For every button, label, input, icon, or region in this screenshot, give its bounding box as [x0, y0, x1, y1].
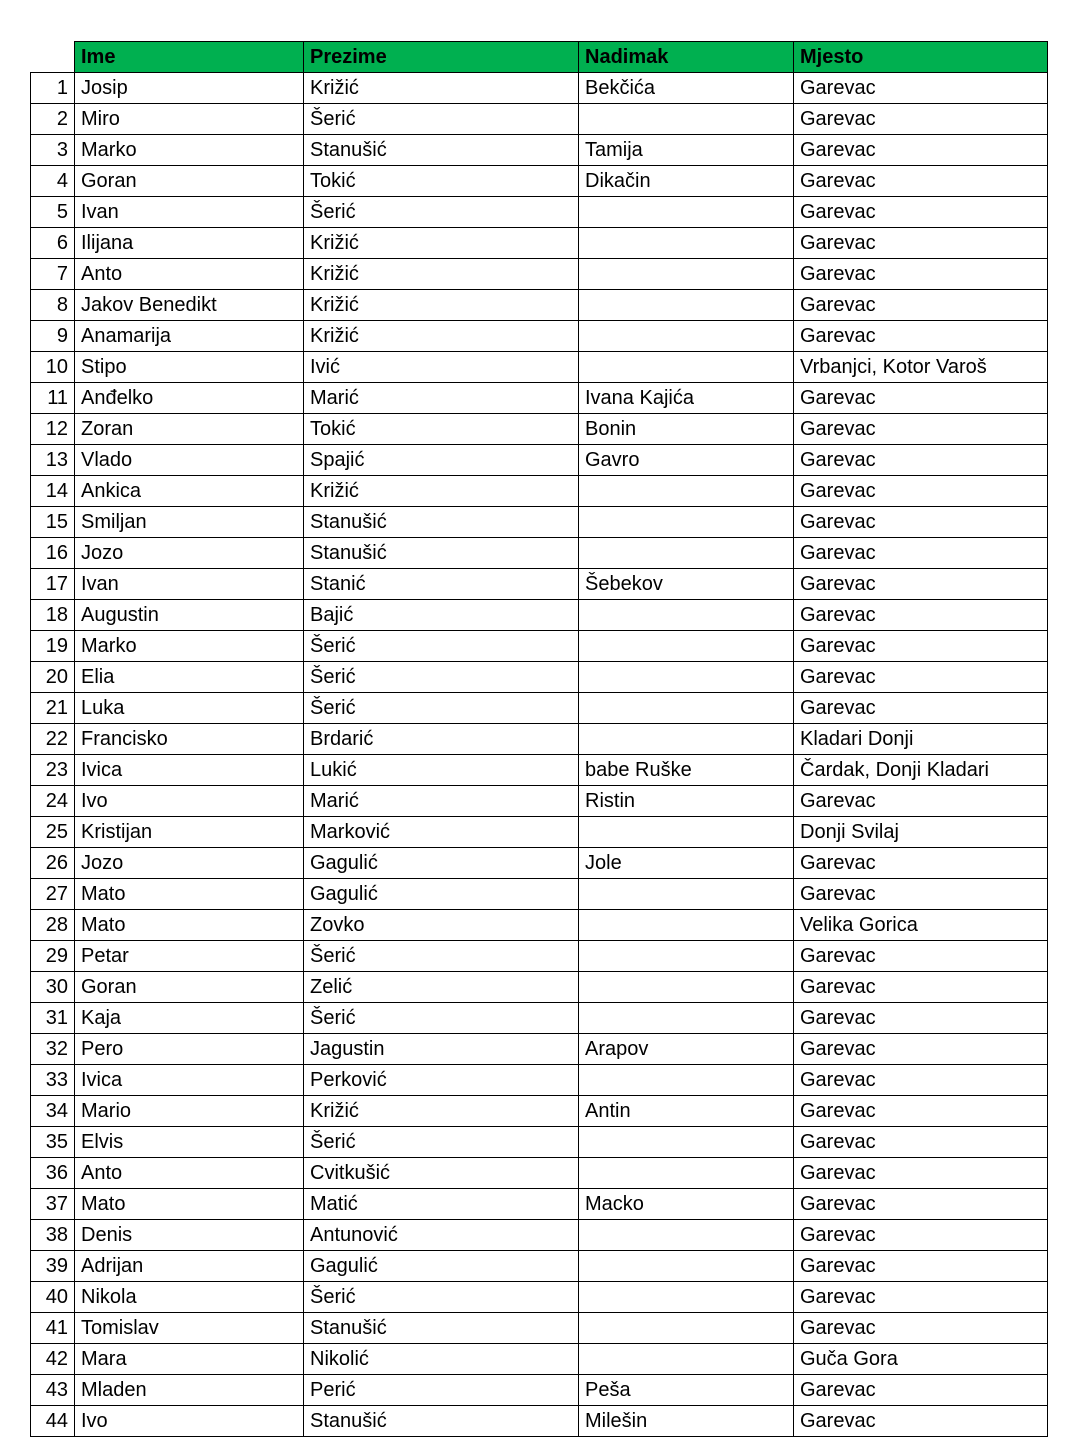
row-number: 39 [31, 1251, 75, 1282]
cell-ime: Ivan [75, 569, 304, 600]
row-number: 7 [31, 259, 75, 290]
cell-mjesto: Garevac [794, 1282, 1048, 1313]
cell-nadimak [579, 972, 794, 1003]
cell-nadimak: Bekčića [579, 73, 794, 104]
cell-nadimak [579, 1220, 794, 1251]
table-row [31, 1282, 1048, 1313]
cell-ime: Nikola [75, 1282, 304, 1313]
cell-mjesto: Donji Svilaj [794, 817, 1048, 848]
cell-mjesto: Garevac [794, 73, 1048, 104]
row-number: 1 [31, 73, 75, 104]
row-number: 40 [31, 1282, 75, 1313]
cell-ime: Marko [75, 631, 304, 662]
cell-nadimak [579, 600, 794, 631]
table-row [31, 1220, 1048, 1251]
cell-mjesto: Garevac [794, 197, 1048, 228]
table-row [31, 383, 1048, 414]
cell-prezime: Tokić [304, 414, 579, 445]
cell-nadimak: Tamija [579, 135, 794, 166]
table-row [31, 569, 1048, 600]
cell-mjesto: Garevac [794, 1034, 1048, 1065]
cell-prezime: Marić [304, 786, 579, 817]
row-number: 21 [31, 693, 75, 724]
cell-nadimak [579, 259, 794, 290]
cell-mjesto: Garevac [794, 259, 1048, 290]
cell-prezime: Stanušić [304, 1406, 579, 1437]
cell-mjesto: Garevac [794, 1065, 1048, 1096]
cell-ime: Ankica [75, 476, 304, 507]
row-number: 25 [31, 817, 75, 848]
cell-prezime: Cvitkušić [304, 1158, 579, 1189]
cell-ime: Jozo [75, 538, 304, 569]
row-number-header [31, 42, 75, 73]
table-row [31, 166, 1048, 197]
cell-nadimak [579, 941, 794, 972]
cell-nadimak [579, 476, 794, 507]
row-number: 23 [31, 755, 75, 786]
cell-prezime: Bajić [304, 600, 579, 631]
cell-nadimak [579, 352, 794, 383]
cell-ime: Mato [75, 910, 304, 941]
column-header-ime: Ime [75, 42, 304, 73]
cell-mjesto: Garevac [794, 1313, 1048, 1344]
row-number: 34 [31, 1096, 75, 1127]
row-number: 20 [31, 662, 75, 693]
cell-prezime: Spajić [304, 445, 579, 476]
row-number: 22 [31, 724, 75, 755]
cell-prezime: Zelić [304, 972, 579, 1003]
table-row [31, 197, 1048, 228]
cell-nadimak: Antin [579, 1096, 794, 1127]
row-number: 44 [31, 1406, 75, 1437]
table-row [31, 1406, 1048, 1437]
cell-ime: Kaja [75, 1003, 304, 1034]
cell-prezime: Ivić [304, 352, 579, 383]
row-number: 29 [31, 941, 75, 972]
cell-mjesto: Garevac [794, 476, 1048, 507]
row-number: 32 [31, 1034, 75, 1065]
cell-ime: Anto [75, 1158, 304, 1189]
cell-nadimak: Peša [579, 1375, 794, 1406]
cell-mjesto: Garevac [794, 383, 1048, 414]
cell-ime: Josip [75, 73, 304, 104]
row-number: 41 [31, 1313, 75, 1344]
cell-prezime: Križić [304, 73, 579, 104]
table-row [31, 1003, 1048, 1034]
row-number: 33 [31, 1065, 75, 1096]
table-row [31, 352, 1048, 383]
cell-nadimak [579, 538, 794, 569]
cell-nadimak [579, 104, 794, 135]
row-number: 17 [31, 569, 75, 600]
row-number: 13 [31, 445, 75, 476]
cell-nadimak: Šebekov [579, 569, 794, 600]
table-row [31, 1251, 1048, 1282]
names-table [30, 41, 1048, 1437]
cell-prezime: Križić [304, 290, 579, 321]
cell-ime: Tomislav [75, 1313, 304, 1344]
cell-nadimak: Arapov [579, 1034, 794, 1065]
table-row [31, 73, 1048, 104]
table-row [31, 1127, 1048, 1158]
cell-ime: Mladen [75, 1375, 304, 1406]
cell-ime: Elvis [75, 1127, 304, 1158]
cell-ime: Ivan [75, 197, 304, 228]
row-number: 11 [31, 383, 75, 414]
cell-ime: Kristijan [75, 817, 304, 848]
cell-nadimak [579, 228, 794, 259]
row-number: 31 [31, 1003, 75, 1034]
table-row [31, 1375, 1048, 1406]
cell-ime: Marko [75, 135, 304, 166]
cell-ime: Petar [75, 941, 304, 972]
cell-prezime: Stanić [304, 569, 579, 600]
cell-prezime: Stanušić [304, 507, 579, 538]
table-row [31, 507, 1048, 538]
cell-prezime: Križić [304, 476, 579, 507]
row-number: 3 [31, 135, 75, 166]
cell-prezime: Marić [304, 383, 579, 414]
table-body [31, 73, 1048, 1437]
cell-mjesto: Garevac [794, 228, 1048, 259]
cell-ime: Anđelko [75, 383, 304, 414]
cell-prezime: Perić [304, 1375, 579, 1406]
cell-mjesto: Garevac [794, 507, 1048, 538]
cell-prezime: Šerić [304, 104, 579, 135]
cell-prezime: Šerić [304, 1282, 579, 1313]
row-number: 6 [31, 228, 75, 259]
cell-mjesto: Garevac [794, 135, 1048, 166]
table-row [31, 104, 1048, 135]
table-row [31, 600, 1048, 631]
cell-ime: Elia [75, 662, 304, 693]
cell-ime: Ilijana [75, 228, 304, 259]
cell-prezime: Stanušić [304, 538, 579, 569]
cell-nadimak [579, 1158, 794, 1189]
table-row [31, 972, 1048, 1003]
cell-ime: Mato [75, 879, 304, 910]
table-row [31, 1158, 1048, 1189]
table-row [31, 724, 1048, 755]
cell-nadimak [579, 631, 794, 662]
header-row [31, 42, 1048, 73]
table-row [31, 259, 1048, 290]
cell-mjesto: Garevac [794, 321, 1048, 352]
row-number: 12 [31, 414, 75, 445]
table-row [31, 228, 1048, 259]
cell-nadimak [579, 1344, 794, 1375]
cell-prezime: Šerić [304, 662, 579, 693]
table-row [31, 1096, 1048, 1127]
cell-nadimak: Bonin [579, 414, 794, 445]
cell-nadimak: babe Ruške [579, 755, 794, 786]
cell-ime: Luka [75, 693, 304, 724]
row-number: 42 [31, 1344, 75, 1375]
row-number: 37 [31, 1189, 75, 1220]
table-row [31, 414, 1048, 445]
cell-mjesto: Garevac [794, 1189, 1048, 1220]
cell-nadimak: Macko [579, 1189, 794, 1220]
cell-ime: Mario [75, 1096, 304, 1127]
row-number: 9 [31, 321, 75, 352]
table-row [31, 631, 1048, 662]
table-row [31, 1313, 1048, 1344]
cell-nadimak [579, 1313, 794, 1344]
row-number: 38 [31, 1220, 75, 1251]
cell-mjesto: Kladari Donji [794, 724, 1048, 755]
cell-prezime: Križić [304, 259, 579, 290]
cell-prezime: Šerić [304, 693, 579, 724]
table-row [31, 817, 1048, 848]
cell-mjesto: Garevac [794, 569, 1048, 600]
cell-nadimak: Jole [579, 848, 794, 879]
cell-mjesto: Garevac [794, 1375, 1048, 1406]
cell-prezime: Matić [304, 1189, 579, 1220]
table-header [31, 42, 1048, 73]
cell-mjesto: Garevac [794, 1003, 1048, 1034]
cell-nadimak: Milešin [579, 1406, 794, 1437]
table-row [31, 910, 1048, 941]
cell-mjesto: Garevac [794, 693, 1048, 724]
table-row [31, 693, 1048, 724]
cell-ime: Goran [75, 166, 304, 197]
row-number: 30 [31, 972, 75, 1003]
cell-prezime: Gagulić [304, 879, 579, 910]
cell-nadimak [579, 507, 794, 538]
table-row [31, 848, 1048, 879]
table-row [31, 538, 1048, 569]
table-row [31, 662, 1048, 693]
cell-prezime: Brdarić [304, 724, 579, 755]
cell-prezime: Stanušić [304, 135, 579, 166]
cell-nadimak [579, 1127, 794, 1158]
cell-ime: Anamarija [75, 321, 304, 352]
cell-mjesto: Garevac [794, 879, 1048, 910]
table-row [31, 755, 1048, 786]
cell-nadimak [579, 817, 794, 848]
row-number: 36 [31, 1158, 75, 1189]
cell-mjesto: Garevac [794, 414, 1048, 445]
table-row [31, 1034, 1048, 1065]
cell-mjesto: Garevac [794, 1251, 1048, 1282]
cell-prezime: Gagulić [304, 1251, 579, 1282]
cell-mjesto: Garevac [794, 631, 1048, 662]
cell-ime: Anto [75, 259, 304, 290]
cell-ime: Ivo [75, 1406, 304, 1437]
cell-ime: Mato [75, 1189, 304, 1220]
cell-prezime: Šerić [304, 1127, 579, 1158]
cell-mjesto: Garevac [794, 1220, 1048, 1251]
cell-mjesto: Garevac [794, 290, 1048, 321]
cell-ime: Mara [75, 1344, 304, 1375]
cell-ime: Vlado [75, 445, 304, 476]
table-row [31, 135, 1048, 166]
cell-prezime: Stanušić [304, 1313, 579, 1344]
table-row [31, 290, 1048, 321]
cell-prezime: Nikolić [304, 1344, 579, 1375]
row-number: 26 [31, 848, 75, 879]
column-header-nadimak: Nadimak [579, 42, 794, 73]
cell-mjesto: Garevac [794, 662, 1048, 693]
row-number: 35 [31, 1127, 75, 1158]
cell-mjesto: Garevac [794, 972, 1048, 1003]
cell-mjesto: Velika Gorica [794, 910, 1048, 941]
cell-ime: Ivica [75, 755, 304, 786]
cell-mjesto: Garevac [794, 941, 1048, 972]
cell-prezime: Križić [304, 321, 579, 352]
cell-prezime: Šerić [304, 1003, 579, 1034]
cell-mjesto: Čardak, Donji Kladari [794, 755, 1048, 786]
cell-prezime: Tokić [304, 166, 579, 197]
cell-nadimak [579, 321, 794, 352]
row-number: 16 [31, 538, 75, 569]
row-number: 24 [31, 786, 75, 817]
cell-ime: Pero [75, 1034, 304, 1065]
row-number: 43 [31, 1375, 75, 1406]
column-header-prezime: Prezime [304, 42, 579, 73]
row-number: 2 [31, 104, 75, 135]
cell-nadimak: Ristin [579, 786, 794, 817]
cell-nadimak [579, 662, 794, 693]
column-header-mjesto: Mjesto [794, 42, 1048, 73]
cell-mjesto: Garevac [794, 166, 1048, 197]
table-row [31, 1344, 1048, 1375]
cell-ime: Stipo [75, 352, 304, 383]
row-number: 4 [31, 166, 75, 197]
cell-prezime: Antunović [304, 1220, 579, 1251]
row-number: 18 [31, 600, 75, 631]
cell-mjesto: Garevac [794, 1158, 1048, 1189]
cell-nadimak [579, 724, 794, 755]
table-row [31, 476, 1048, 507]
cell-mjesto: Vrbanjci, Kotor Varoš [794, 352, 1048, 383]
cell-mjesto: Garevac [794, 786, 1048, 817]
table-row [31, 445, 1048, 476]
cell-prezime: Šerić [304, 197, 579, 228]
row-number: 27 [31, 879, 75, 910]
cell-nadimak [579, 693, 794, 724]
cell-nadimak: Ivana Kajića [579, 383, 794, 414]
cell-ime: Goran [75, 972, 304, 1003]
cell-ime: Jozo [75, 848, 304, 879]
cell-mjesto: Garevac [794, 600, 1048, 631]
row-number: 28 [31, 910, 75, 941]
row-number: 19 [31, 631, 75, 662]
cell-nadimak [579, 1003, 794, 1034]
row-number: 15 [31, 507, 75, 538]
cell-mjesto: Garevac [794, 1096, 1048, 1127]
cell-ime: Ivo [75, 786, 304, 817]
table-row [31, 321, 1048, 352]
cell-prezime: Lukić [304, 755, 579, 786]
cell-mjesto: Guča Gora [794, 1344, 1048, 1375]
cell-nadimak [579, 910, 794, 941]
cell-ime: Jakov Benedikt [75, 290, 304, 321]
row-number: 5 [31, 197, 75, 228]
cell-ime: Zoran [75, 414, 304, 445]
cell-prezime: Perković [304, 1065, 579, 1096]
cell-nadimak: Gavro [579, 445, 794, 476]
table-row [31, 1189, 1048, 1220]
row-number: 14 [31, 476, 75, 507]
cell-mjesto: Garevac [794, 538, 1048, 569]
table-row [31, 941, 1048, 972]
cell-prezime: Gagulić [304, 848, 579, 879]
cell-prezime: Križić [304, 1096, 579, 1127]
row-number: 10 [31, 352, 75, 383]
cell-ime: Ivica [75, 1065, 304, 1096]
table-row [31, 786, 1048, 817]
cell-mjesto: Garevac [794, 1127, 1048, 1158]
cell-ime: Adrijan [75, 1251, 304, 1282]
cell-nadimak [579, 1065, 794, 1096]
cell-nadimak: Dikačin [579, 166, 794, 197]
cell-prezime: Jagustin [304, 1034, 579, 1065]
cell-nadimak [579, 1251, 794, 1282]
cell-ime: Smiljan [75, 507, 304, 538]
cell-ime: Francisko [75, 724, 304, 755]
cell-mjesto: Garevac [794, 848, 1048, 879]
cell-mjesto: Garevac [794, 445, 1048, 476]
table-row [31, 879, 1048, 910]
cell-ime: Augustin [75, 600, 304, 631]
cell-nadimak [579, 879, 794, 910]
cell-prezime: Zovko [304, 910, 579, 941]
table-row [31, 1065, 1048, 1096]
cell-nadimak [579, 1282, 794, 1313]
cell-nadimak [579, 290, 794, 321]
cell-prezime: Križić [304, 228, 579, 259]
cell-prezime: Marković [304, 817, 579, 848]
row-number: 8 [31, 290, 75, 321]
cell-ime: Miro [75, 104, 304, 135]
cell-mjesto: Garevac [794, 1406, 1048, 1437]
cell-nadimak [579, 197, 794, 228]
cell-mjesto: Garevac [794, 104, 1048, 135]
cell-prezime: Šerić [304, 631, 579, 662]
cell-ime: Denis [75, 1220, 304, 1251]
cell-prezime: Šerić [304, 941, 579, 972]
